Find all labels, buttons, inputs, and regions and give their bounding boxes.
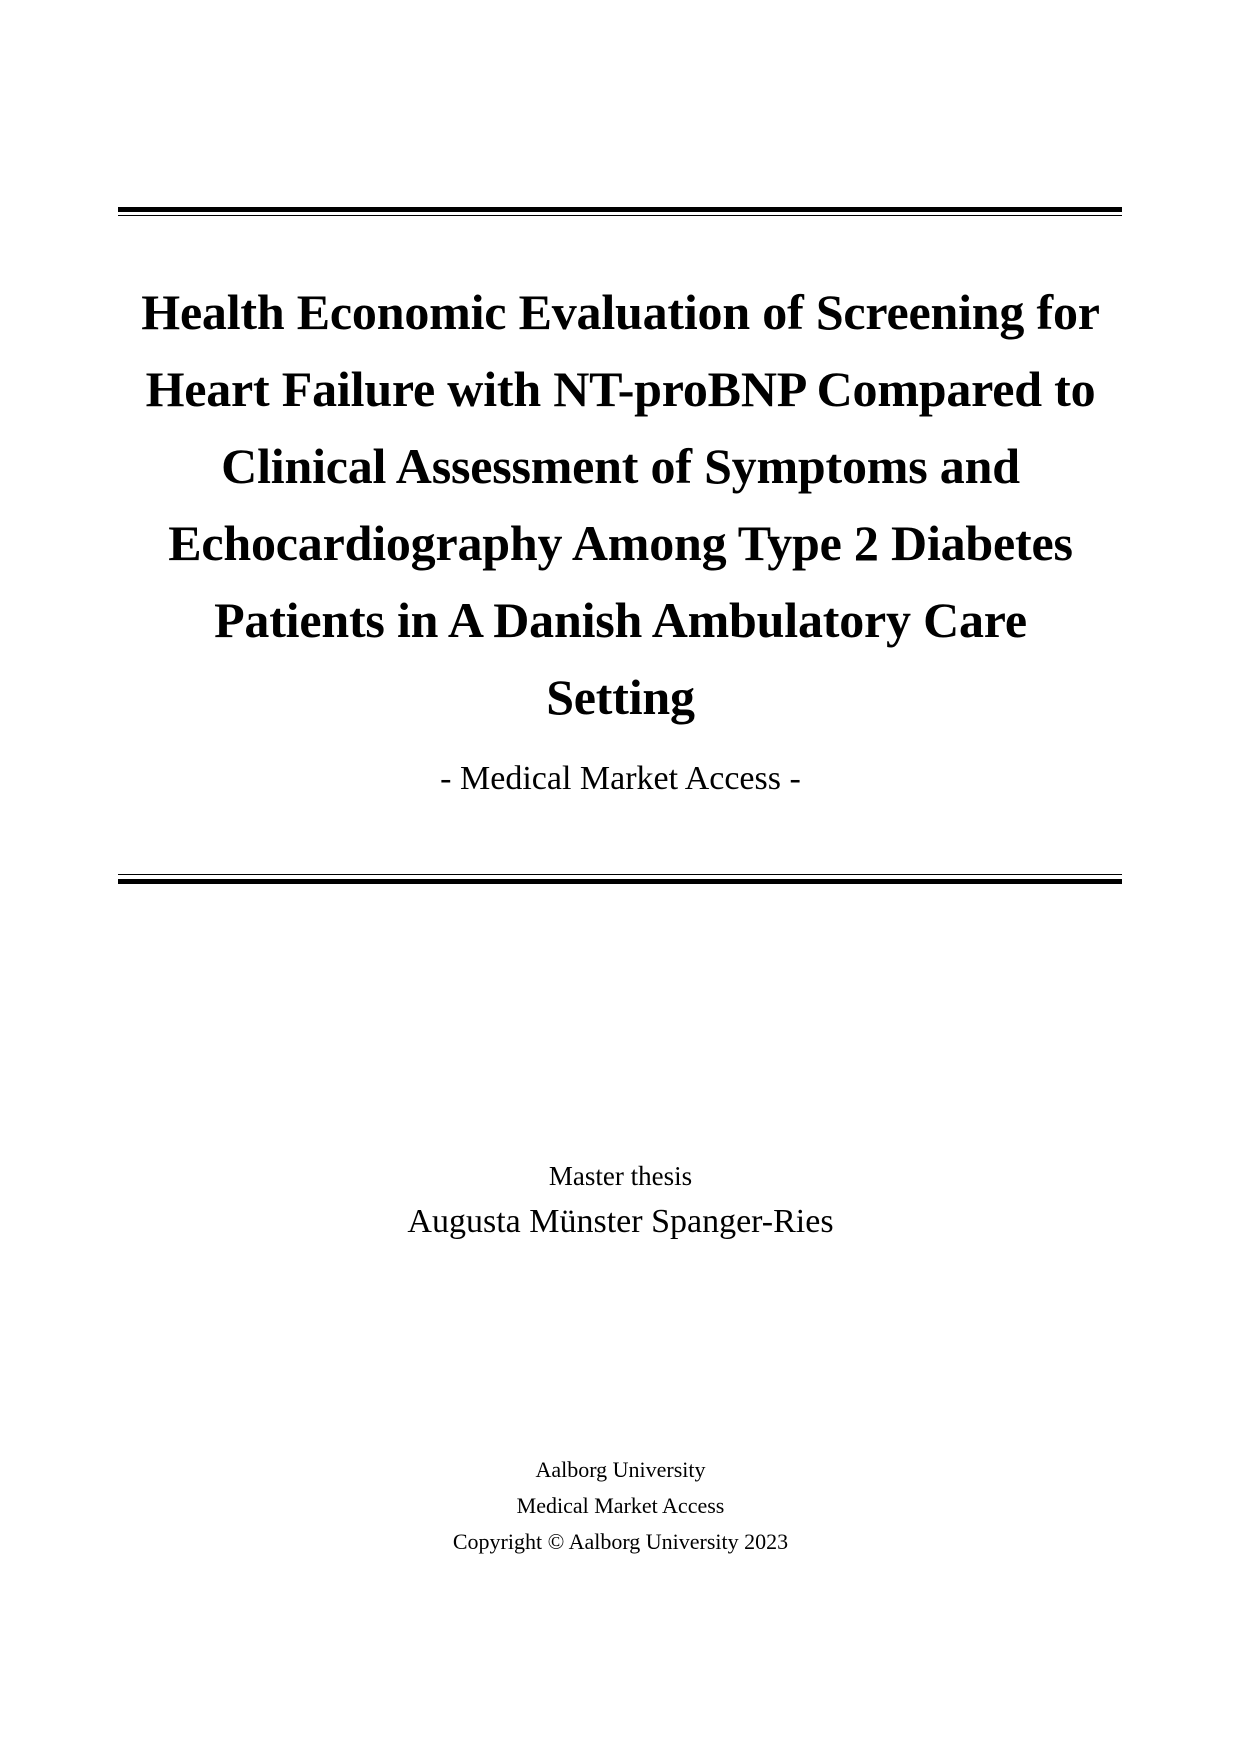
thesis-type: Master thesis bbox=[548, 1161, 693, 1191]
author-name: Augusta Münster Spanger-Ries bbox=[407, 1203, 834, 1240]
programme-name: Medical Market Access bbox=[516, 1493, 725, 1518]
top-rule-thick bbox=[118, 207, 1122, 212]
title-line-4: Echocardiography Among Type 2 Diabetes bbox=[168, 515, 1073, 571]
bottom-rule-thin bbox=[118, 874, 1122, 875]
subtitle: - Medical Market Access - bbox=[440, 760, 801, 797]
institution-footer bbox=[0, 1452, 1241, 1560]
title-line-1: Health Economic Evaluation of Screening for bbox=[141, 284, 1100, 340]
top-rule-thin bbox=[118, 215, 1122, 216]
title-line-5: Patients in A Danish Ambulatory Care bbox=[214, 592, 1027, 648]
university-name: Aalborg University bbox=[535, 1457, 706, 1482]
title-line-2: Heart Failure with NT-proBNP Compared to bbox=[145, 361, 1096, 417]
bottom-rule-thick bbox=[118, 879, 1122, 884]
thesis-title bbox=[100, 274, 1141, 736]
title-line-6: Setting bbox=[546, 669, 695, 725]
title-line-3: Clinical Assessment of Symptoms and bbox=[221, 438, 1020, 494]
copyright-notice: Copyright © Aalborg University 2023 bbox=[452, 1529, 789, 1554]
